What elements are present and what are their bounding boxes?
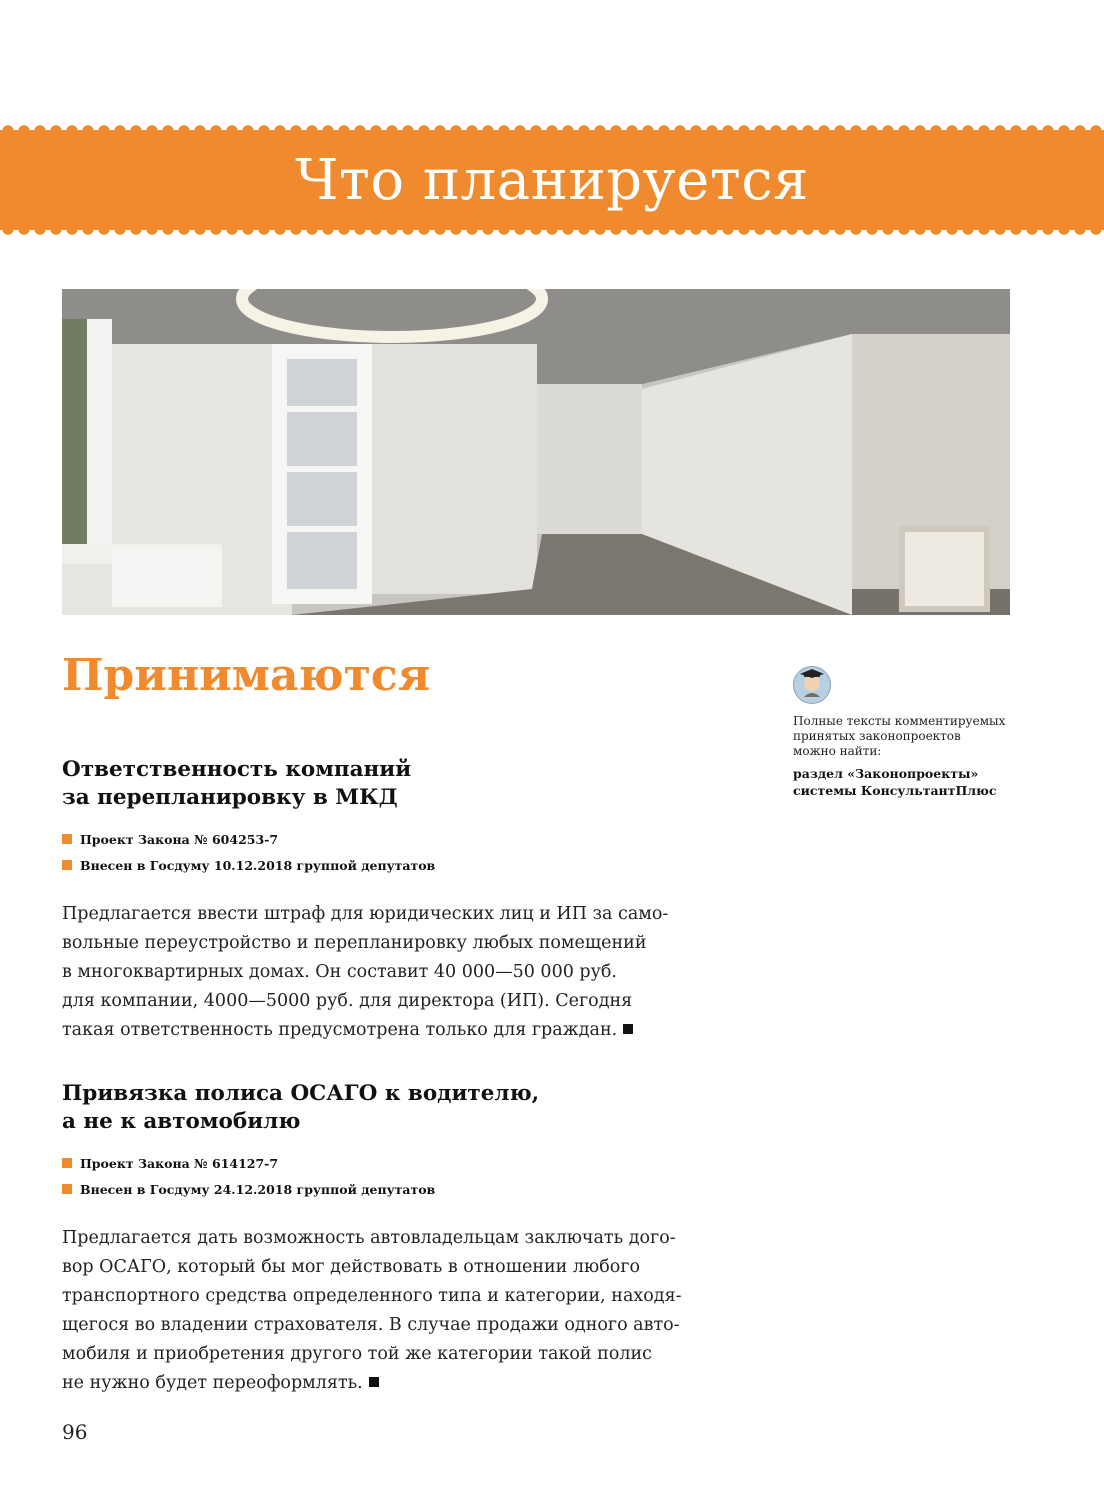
submission-info: Внесен в Госдуму 24.12.2018 группой депутатов — [62, 1176, 722, 1202]
sidebar-note — [793, 666, 1033, 799]
bullet-icon — [62, 860, 72, 870]
article — [62, 1080, 722, 1398]
section-title: Принимаются — [62, 650, 431, 701]
bill-number: Проект Закона № 604253-7 — [62, 826, 722, 852]
article-body: Предлагается ввести штраф для юридических лиц и ИП за само- вольные переустройство и перепланировку любых помещений в многоквартирных домах. Он составит 40 000—50 000 руб. для компании, 4000—5000 руб. для директора (ИП). Сегодня такая ответственность предусмотрена только для граждан. — [62, 904, 669, 1040]
banner-title: Что планируется — [295, 147, 809, 213]
article-meta — [62, 1150, 722, 1202]
bill-number: Проект Закона № 614127-7 — [62, 1150, 722, 1176]
section-banner — [0, 130, 1104, 230]
interior-photo — [62, 289, 1010, 615]
article-title-line: за перепланировку в МКД — [62, 785, 398, 810]
article-body: Предлагается дать возможность автовладельцам заключать дого- вор ОСАГО, который бы мог действовать в отношении любого транспортного средства определенного типа и категории, находя- щегося во владении страхователя. В случае продажи одного авто- мобиля и приобретения другого той же категории такой полис не нужно будет переоформлять. — [62, 1228, 682, 1393]
page-number: 96 — [62, 1420, 88, 1444]
article-title — [62, 756, 722, 812]
end-mark-icon — [369, 1377, 379, 1387]
bullet-icon — [62, 1184, 72, 1194]
article — [62, 756, 722, 1045]
article-title-line: а не к автомобилю — [62, 1109, 301, 1134]
article-title — [62, 1080, 722, 1136]
article-meta — [62, 826, 722, 878]
sidebar-note-text: Полные тексты комментируемых принятых законопроектов можно найти: — [793, 714, 1006, 758]
bullet-icon — [62, 1158, 72, 1168]
end-mark-icon — [623, 1024, 633, 1034]
article-title-line: Ответственность компаний — [62, 757, 412, 782]
article-title-line: Привязка полиса ОСАГО к водителю, — [62, 1081, 540, 1106]
submission-info: Внесен в Госдуму 10.12.2018 группой депутатов — [62, 852, 722, 878]
consultant-character-icon — [793, 666, 831, 704]
bullet-icon — [62, 834, 72, 844]
sidebar-note-source: раздел «Законопроекты» системы КонсультантПлюс — [793, 766, 997, 798]
